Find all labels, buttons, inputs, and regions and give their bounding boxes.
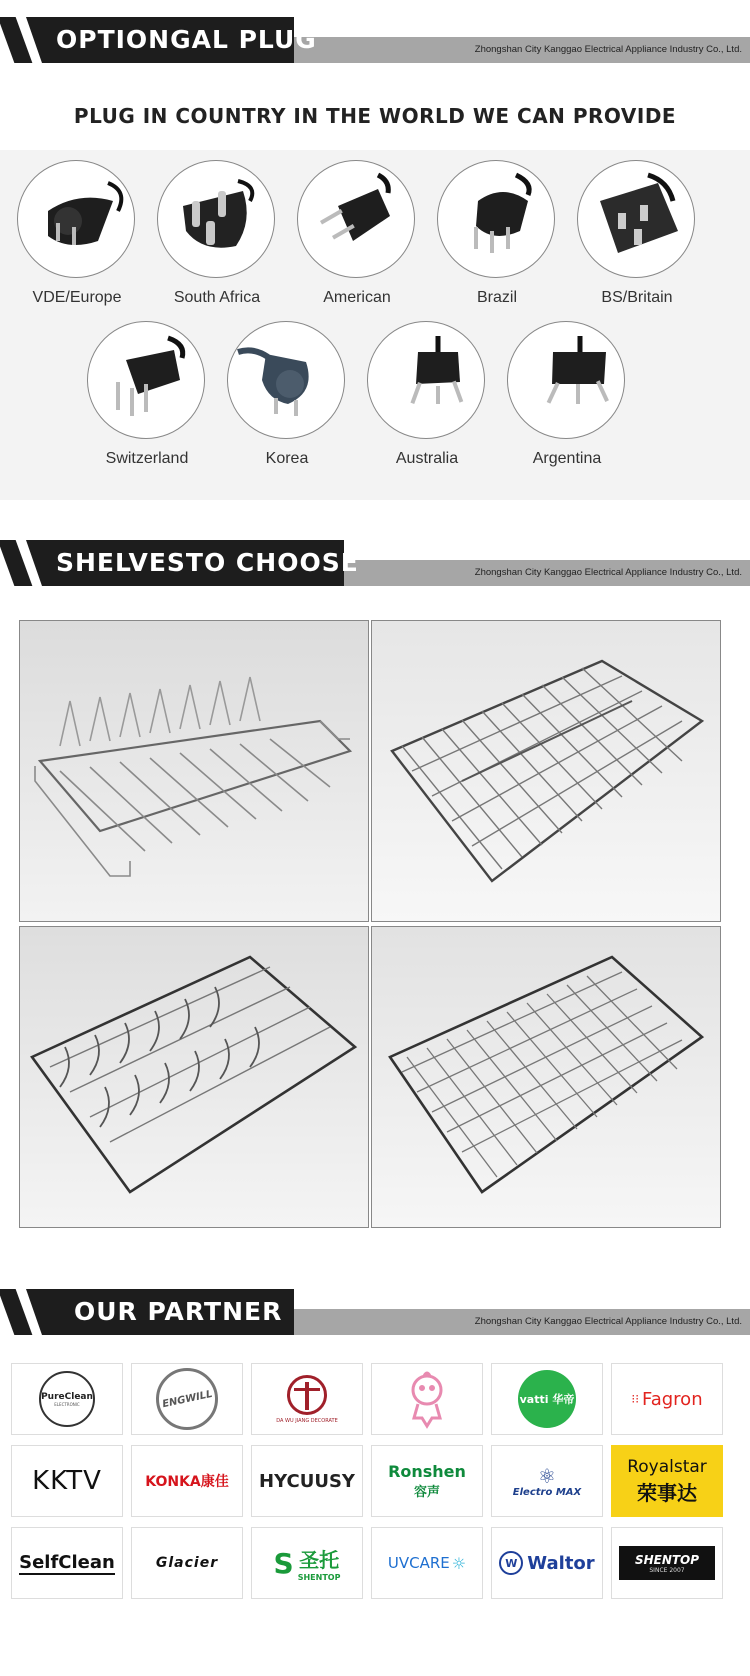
korea-plug-icon (227, 321, 345, 439)
partner-name: Electro MAX (512, 1486, 582, 1498)
engwill-badge (156, 1368, 218, 1430)
partner-name: SelfClean (19, 1551, 115, 1573)
plug-label: VDE/Europe (32, 289, 122, 306)
company-name: Zhongshan City Kanggao Electrical Appliance Industry Co., Ltd. (474, 1316, 742, 1327)
partner-logo-shentop-black (611, 1527, 723, 1599)
plug-item (427, 160, 567, 310)
partner-name: KONKA康佳 (145, 1474, 229, 1490)
partner-sub: 容声 (413, 1485, 440, 1500)
vatti-circle (518, 1370, 576, 1428)
partner-sub: SHENTOP (297, 1573, 341, 1582)
plug-label: Korea (265, 450, 309, 467)
section-banner-plugs (0, 17, 750, 63)
partner-logo-dawujiang (251, 1363, 363, 1435)
brazil-plug-icon (437, 160, 555, 278)
partner-logo-glacier (131, 1527, 243, 1599)
plug-item (357, 321, 497, 471)
south-africa-plug-icon (157, 160, 275, 278)
section-banner-shelves (0, 540, 750, 586)
partner-logo-shentop-green (251, 1527, 363, 1599)
plug-item (77, 321, 217, 471)
partner-logo-royalstar (611, 1445, 723, 1517)
partner-logo-konka (131, 1445, 243, 1517)
plug-item (147, 160, 287, 310)
plug-subtitle: PLUG IN COUNTRY IN THE WORLD WE CAN PROVIDE (73, 104, 677, 128)
partner-logo-fagron (611, 1363, 723, 1435)
banner-stripe (0, 1289, 32, 1335)
plug-item (287, 160, 427, 310)
partner-logo-pink-mascot (371, 1363, 483, 1435)
section-title: OUR PARTNER (74, 1297, 283, 1326)
partner-name: DA WU JIANG DECORATE (276, 1417, 338, 1424)
partner-logo-vatti (491, 1363, 603, 1435)
sun-icon: ☼ (451, 1553, 467, 1573)
partner-logo-waltor (491, 1527, 603, 1599)
partner-logo-uvcare (371, 1527, 483, 1599)
partner-name: HYCUUSY (259, 1470, 355, 1492)
plug-label: Argentina (532, 450, 602, 467)
plug-item (497, 321, 637, 471)
plug-label: American (323, 289, 391, 306)
pureclean-circle (39, 1371, 95, 1427)
partner-name: Royalstar (627, 1456, 707, 1477)
plug-item (567, 160, 707, 310)
partner-name: UVCARE (387, 1554, 450, 1572)
britain-plug-icon (577, 160, 695, 278)
mascot-icon (402, 1368, 452, 1430)
partner-logo-pureclean (11, 1363, 123, 1435)
partner-name: vatti 华帝 (519, 1393, 575, 1406)
section-banner-partners (0, 1289, 750, 1335)
section-title: OPTIONGAL PLUG (56, 25, 317, 54)
partner-name: Fagron (642, 1388, 703, 1410)
switzerland-plug-icon (87, 321, 205, 439)
shentop-s-icon: S (273, 1546, 294, 1580)
section-title: SHELVESTO CHOOSE (56, 548, 359, 577)
australia-plug-icon (367, 321, 485, 439)
banner-stripe (0, 17, 32, 63)
fagron-dots-icon: ⁝⁝ (631, 1392, 640, 1406)
partner-logo-electromax (491, 1445, 603, 1517)
company-name: Zhongshan City Kanggao Electrical Appliance Industry Co., Ltd. (474, 567, 742, 578)
partner-logo-hycuusy (251, 1445, 363, 1517)
partner-logo-kktv (11, 1445, 123, 1517)
partner-name: Glacier (155, 1555, 219, 1571)
company-name: Zhongshan City Kanggao Electrical Appliance Industry Co., Ltd. (474, 44, 742, 55)
partner-name: PureClean (41, 1391, 93, 1402)
plug-label: Brazil (476, 289, 517, 306)
grid-wire-basket-image (371, 926, 721, 1228)
partner-name: Waltor (527, 1552, 595, 1574)
plug-item (7, 160, 147, 310)
plug-label: Australia (395, 450, 459, 467)
partner-name: Ronshen (388, 1462, 466, 1481)
plug-label: South Africa (173, 289, 261, 306)
shentop-black-badge (619, 1546, 715, 1580)
wave-wire-basket-image (19, 926, 369, 1228)
mesh-tray-rack-shelf-image (371, 620, 721, 922)
plug-item (217, 321, 357, 471)
argentina-plug-icon (507, 321, 625, 439)
atom-icon: ⚛ (538, 1463, 556, 1488)
partner-logo-ronshen (371, 1445, 483, 1517)
waltor-w-icon: W (499, 1551, 523, 1575)
partner-name: SHENTOP (634, 1552, 700, 1567)
banner-stripe (0, 540, 32, 586)
plug-label: BS/Britain (601, 289, 673, 306)
partner-name: KKTV (32, 1466, 102, 1496)
partner-logo-selfclean (11, 1527, 123, 1599)
partner-sub: 荣事达 (637, 1480, 697, 1505)
partner-sub: SINCE 2007 (649, 1566, 685, 1574)
dawujiang-emblem (287, 1375, 327, 1415)
plug-label: Switzerland (105, 450, 189, 467)
partner-logo-engwill (131, 1363, 243, 1435)
partner-name: ENGWILL (160, 1388, 214, 1410)
partner-name: 圣托 (299, 1548, 340, 1572)
partner-sub: ELECTRONIC (54, 1401, 80, 1407)
plate-rack-shelf-image (19, 620, 369, 922)
europe-plug-icon (17, 160, 135, 278)
american-plug-icon (297, 160, 415, 278)
